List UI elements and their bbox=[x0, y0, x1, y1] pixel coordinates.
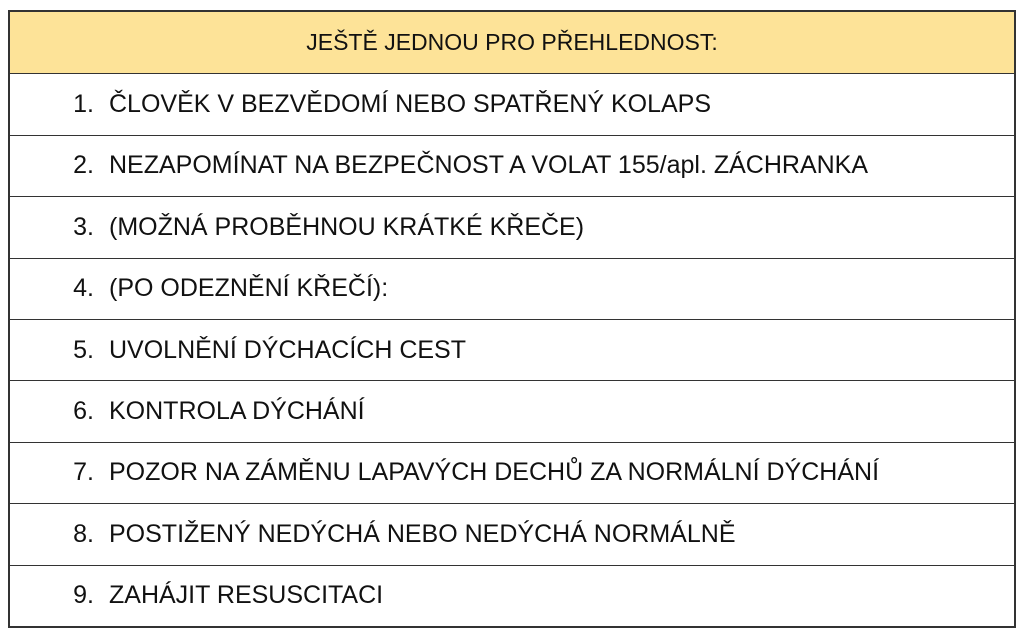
item-number: 9. bbox=[73, 581, 94, 610]
table-row bbox=[10, 442, 1014, 503]
table-row bbox=[10, 319, 1014, 380]
item-number: 6. bbox=[73, 397, 94, 426]
item-text: NEZAPOMÍNAT NA BEZPEČNOST A VOLAT 155/apl. ZÁCHRANKA bbox=[109, 151, 869, 180]
table-row bbox=[10, 258, 1014, 319]
table-row bbox=[10, 565, 1014, 626]
summary-table bbox=[8, 10, 1016, 628]
item-number: 4. bbox=[73, 274, 94, 303]
header-title: JEŠTĚ JEDNOU PRO PŘEHLEDNOST: bbox=[306, 29, 718, 56]
item-text: (PO ODEZNĚNÍ KŘEČÍ): bbox=[109, 274, 389, 303]
table-row bbox=[10, 135, 1014, 196]
table-row bbox=[10, 73, 1014, 134]
item-text: ČLOVĚK V BEZVĚDOMÍ NEBO SPATŘENÝ KOLAPS bbox=[109, 90, 712, 119]
item-text: POSTIŽENÝ NEDÝCHÁ NEBO NEDÝCHÁ NORMÁLNĚ bbox=[109, 519, 736, 548]
item-text: KONTROLA DÝCHÁNÍ bbox=[109, 397, 365, 426]
item-text: ZAHÁJIT RESUSCITACI bbox=[109, 581, 384, 610]
item-text: POZOR NA ZÁMĚNU LAPAVÝCH DECHŮ ZA NORMÁLNÍ DÝCHÁNÍ bbox=[109, 458, 880, 487]
item-number: 7. bbox=[73, 458, 94, 487]
table-row bbox=[10, 196, 1014, 257]
table-row bbox=[10, 380, 1014, 441]
item-text: UVOLNĚNÍ DÝCHACÍCH CEST bbox=[109, 335, 466, 364]
table-row bbox=[10, 503, 1014, 564]
item-number: 1. bbox=[73, 90, 94, 119]
item-number: 5. bbox=[73, 335, 94, 364]
item-number: 8. bbox=[73, 519, 94, 548]
item-number: 3. bbox=[73, 212, 94, 241]
item-number: 2. bbox=[73, 151, 94, 180]
table-header bbox=[10, 12, 1014, 73]
item-text: (MOŽNÁ PROBĚHNOU KRÁTKÉ KŘEČE) bbox=[109, 212, 585, 241]
